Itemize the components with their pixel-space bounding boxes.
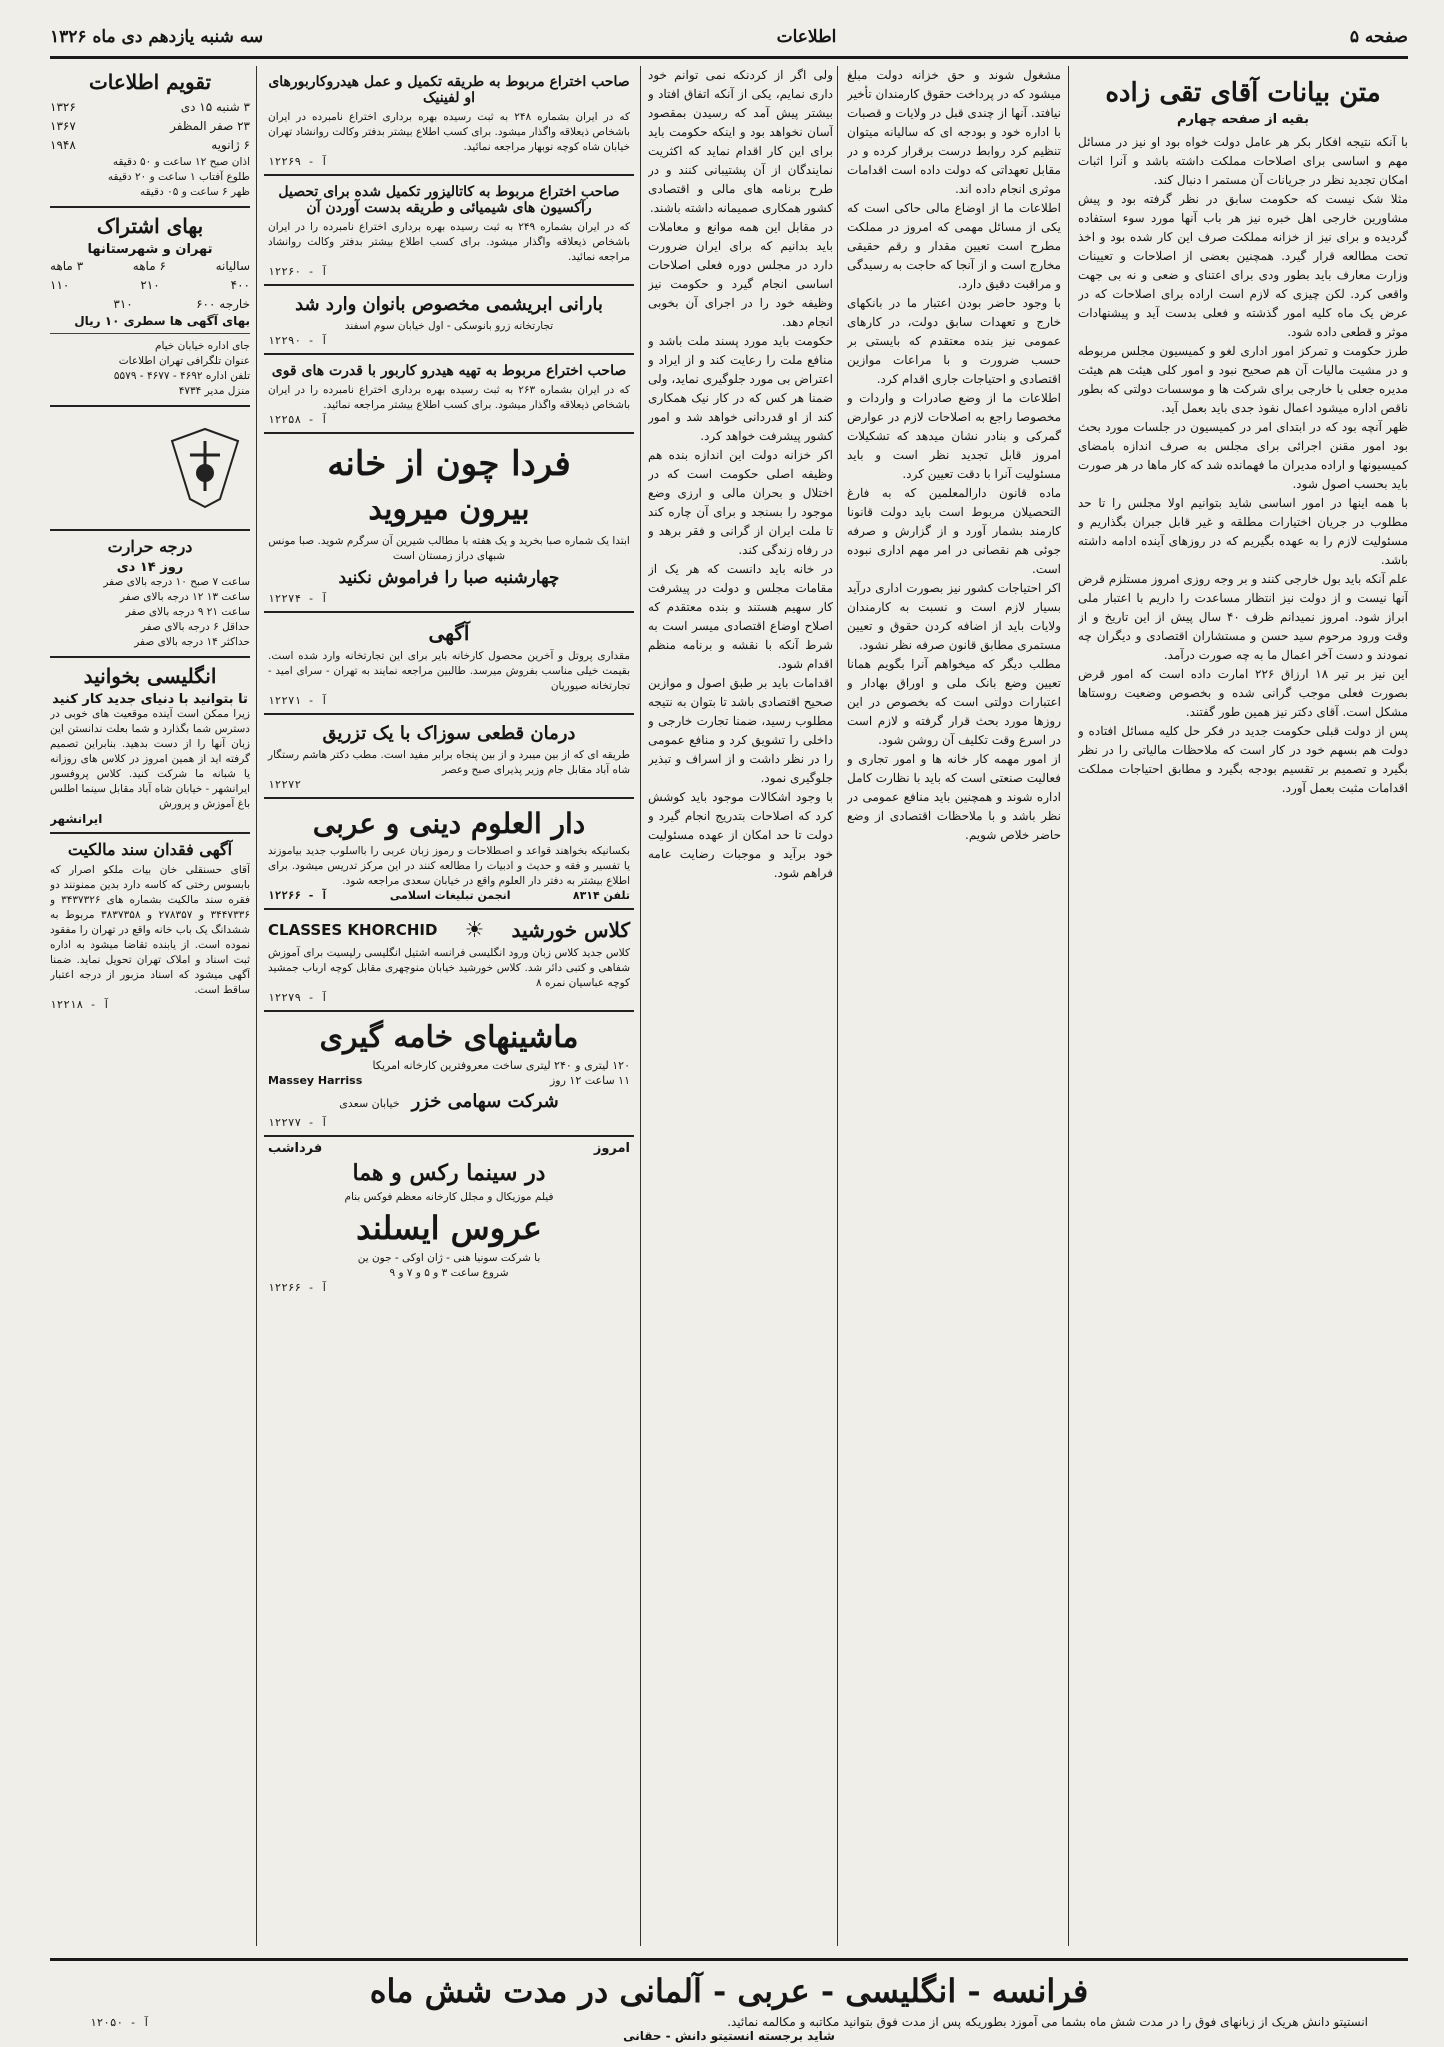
article-paragraph: مطلب دیگر که میخواهم آنرا بگویم همانا تعیین وضع بانک ملی و اوراق بهادار و اعتبارات دولتی است که بخصوص در این روزها مورد بحث قرار گرفته و لازم است در اسرع وقت تکلیف آن روشن شود. (847, 657, 1061, 747)
separator-sub: ۱۱ ساعت ۱۲ روز (549, 1074, 630, 1087)
patent-ad-title: صاحب اختراع مربوط به تهیه هیدرو کاربور با قدرت های قوی (271, 363, 627, 379)
article-paragraph: مشغول شوند و حق خزانه دولت مبلغ میشود که در پرداخت حقوق کارمندان تأخیر نیافتد. آنها از چندی قبل در ولایات و قصبات با اداره خود و بودجه ای که سالیانه میتوان تنظیم کرد روابط درست برقرار کرده و در مقابل تعهداتی که دولت داده است اقدامات موثری انجام داده اند. (847, 68, 1061, 196)
subscription-row (50, 276, 250, 295)
temperature-row: ساعت ۷ صبح ۱۰ درجه بالای صفر (103, 576, 250, 588)
subscription-price: ۳۱۰ (113, 297, 133, 311)
subscription-row (50, 295, 250, 314)
khorshid-body: کلاس جدید کلاس زبان ورود انگلیسی فرانسه اشتیل انگلیسی رلیسیت برای آموزش شفاهی و کتبی دائر شد. کلاس خورشید خیابان منوچهری مقابل کوچه ارباب جمشید کوچه عباسیان نمره ۸ (268, 947, 630, 989)
darul-title: دار العلوم دینی و عربی (312, 807, 586, 840)
ad-reference: آ - ۱۲۲۱۸ (50, 998, 110, 1011)
article-paragraph: با وجود حاضر بودن اعتبار ما در بانکهای خارج و تعهدات سابق دولت، در کارهای عمومی نیز بنده معتقدم که بایستی بر حسب ضرورت و با مراعات موازین اقتصادی و احتیاجات جاری اقدام کرد. (847, 296, 1061, 386)
cinema-times: شروع ساعت ۳ و ۵ و ۷ و ۹ (389, 1267, 509, 1279)
article-paragraph: طرز حکومت و تمرکز امور اداری لغو و کمیسیون مجلس مربوطه و در مشیت مالیات آن هم صحیح نبود و امور کلی هیئت هم هیئت مدیره جعلی با خارجی برای شرکت ها و موسسات دولتی که بطور ناقص اداره میشود اعمال نفوذ جدی باید بعمل آید. (1078, 344, 1408, 415)
cinema-body: فیلم موزیکال و مجلل کارخانه معظم فوکس بنام (344, 1191, 554, 1203)
issue-date: سه شنبه یازدهم دی ماه ۱۳۲۶ (50, 27, 264, 47)
emblem-icon (160, 421, 250, 511)
cinema-venue: در سینما رکس و هما (352, 1160, 546, 1186)
ad-reference: آ - ۱۲۲۶۹ (268, 155, 328, 168)
ad-reference: آ - ۱۲۲۶۰ (268, 265, 328, 278)
calendar-row (50, 117, 250, 136)
telegraph-address: عنوان تلگرافی تهران اطلاعات (118, 355, 250, 367)
khorshid-class-ad (264, 910, 634, 1012)
article-paragraph: پس از دولت قبلی حکومت جدید در فکر حل کلیه مسائل افتاده و دولت هم بسهم خود در کار است که ملاحظات مالیاتی را در نظر بگیرد و تصمیم بر تقسیم بودجه بگیرد و مطابق احتیاجات مملکت اقدامات مثبت بعمل آورد. (1078, 724, 1408, 795)
page-number: صفحه ۵ (1349, 27, 1408, 47)
calendar-title: تقویم اطلاعات (88, 70, 212, 94)
article-paragraph: با وجود اشکالات موجود باید کوشش کرد که اصلاحات بتدریج انجام گیرد و دولت تا حد امکان از عهده مسئولیت خود برآید و موجبات رضایت عامه فراهم شود. (648, 790, 833, 880)
subscription-head: ۳ ماهه (50, 259, 84, 273)
article-title: متن بیانات آقای تقی زاده (1105, 78, 1381, 108)
ad-reference: آ - ۱۲۰۵۰ (90, 2015, 150, 2029)
saba-headline: فردا چون از خانه (327, 444, 571, 484)
darul-uloom-ad (264, 799, 634, 910)
temperature-row: حداقل ۶ درجه بالای صفر (140, 621, 250, 633)
raincoat-ad-body: تجارتخانه زرو بانوسکی - اول خیابان سوم اسفند (344, 320, 554, 332)
office-phone: تلفن اداره ۴۶۹۲ - ۴۶۷۷ - ۵۵۷۹ (113, 370, 250, 382)
subscription-price: ۱۱۰ (50, 278, 70, 292)
ad-reference: آ - ۱۲۲۷۹ (268, 991, 328, 1004)
article-column-2 (847, 66, 1061, 1946)
lost-deed-body: آقای حسنقلی خان بیات ملکو اصرار که بابسوس رختی که کاسه دارد بدین ممنونند دو فقره سند مالکیت بشماره های ۳۴۳۷۳۲۶ و ۳۴۴۷۳۳۶ و ۲۷۸۳۵۷ و ۳۸۳۷۳۵۸ مربوط به ششدانگ یک باب خانه واقع در تهران را مفقود نموده است. از یابنده تقاضا میشود به اداره ثبت اسناد و املاک تهران تحویل نماید. ضمنا آگهی میشود که اسناد مزبور از درجه اعتبار ساقط است. (50, 864, 250, 996)
column-divider (1068, 66, 1069, 1946)
medical-body: طریقه ای که از بین میبرد و از بین پنجاه برابر مفید است. مطب دکتر هاشم رستگار شاه آباد مقابل جام وزیر پذیرای صبح وعصر (268, 749, 630, 776)
raincoat-ad-title: بارانی ابریشمی مخصوص بانوان وارد شد (295, 294, 603, 315)
manager-phone: منزل مدیر ۴۷۳۴ (178, 385, 250, 397)
article-paragraph: حکومت باید مورد پسند ملت باشد و منافع ملت را رعایت کند و از ایراد و اعتراض بی مورد جلوگیری نماید، ولی ضمنا هر کس که در کار نیک همکاری کند از او قدردانی خواهد شد و امور کشور پیشرفت خواهد کرد. (648, 334, 833, 443)
article-paragraph: مثلا شک نیست که حکومت سابق در نظر گرفته بود و پیش مشاورین خارجی اهل خبره نیز هر باب آنها مورد سوء استفاده گردیده و برای نیز از خزانه مملکت صرف این کار شده بود و اخذ تحت مطالعه قرار گیرد. همچنین بعضی از اصلاحات و تعیینات وزارت معارف باید بطور ودی برای اعتنای و ضعی و نه بی جهت واقعی کرد. لکن چیزی که لازم است اراده برای اصلاحات که در عرض یک ماه کلیه امور گذشته و فعلی بدست آید و پیشنهادات موثر و قطعی داده شود. (1078, 192, 1408, 339)
patent-ad-body: که در ایران بشماره ۲۴۹ به ثبت رسیده بهره برداری اختراع نامبرده را در ایران باشخاص ذیعلاقه واگذار میشود. برای کسب اطلاع بیشتر بدفتر وکالت روانشاد مراجعه نمائید. (268, 221, 630, 263)
separator-title: ماشینهای خامه گیری (319, 1020, 579, 1055)
calendar-value: ۱۹۴۸ (50, 138, 76, 152)
saba-body: ابتدا یک شماره صبا بخرید و یک هفته با مطالب شیرین آن سرگرم شوید. صبا مونس شبهای دراز زمستان است (268, 535, 630, 562)
english-ad-sign: ایرانشهر (50, 812, 103, 826)
separator-address: خیابان سعدی (339, 1097, 400, 1110)
subscription-head: ۶ ماهه (132, 259, 166, 273)
prayer-time: ظهر ۶ ساعت و ۰۵ دقیقه (139, 186, 250, 198)
separator-body: ۱۲۰ لیتری و ۲۴۰ لیتری ساخت معروفترین کارخانه امریکا (372, 1059, 630, 1072)
article-paragraph: اقدامات باید بر طبق اصول و موازین صحیح اقتصادی باشد تا بتوان به نتیجه مطلوب رسید، ضمنا تجارت خارجی و داخلی را تشویق کرد و منافع عمومی را در نظر داشت و از اسراف و تبذیر جلوگیری نمود. (648, 676, 833, 785)
calendar-label: ۲۳ صفر المظفر (170, 119, 250, 133)
separator-brand: Massey Harriss (268, 1074, 363, 1087)
banner-body: انستیتو دانش هریک از زبانهای فوق را در مدت شش ماه بشما می آموزد بطوریکه پس از مدت فوق بتوانید مکاتبه و مکالمه نمائید. (727, 2015, 1368, 2029)
temperature-row: ساعت ۲۱ ۹ درجه بالای صفر (125, 606, 250, 618)
column-divider (837, 66, 838, 1946)
article-paragraph: در خانه باید دانست که هر یک از مقامات مجلس و دولت در پیشرفت کار سهیم هستند و بنده معتقدم که اصلاح اوضاع اقتصادی میسر است به شرط آنکه با نقشه و برنامه منظم اقدام شود. (648, 562, 833, 671)
medical-ad (264, 715, 634, 799)
saba-headline-2: بیرون میروید (368, 492, 530, 527)
prayer-time: طلوع آفتاب ۱ ساعت و ۲۰ دقیقه (107, 171, 250, 183)
ad-reference: آ - ۱۲۲۶۶ (268, 1281, 328, 1294)
calendar-value: ۱۳۲۶ (50, 100, 76, 114)
subscription-price: ۲۱۰ (140, 278, 160, 292)
ad-price: بهای آگهی ها سطری ۱۰ ریال (74, 314, 250, 328)
article-paragraph: در مقابل این همه موانع و معاملات باید بدانیم که برای ایران ضرورت دارد در مجلس دوره فعلی اصلاحات اساسی انجام گیرد و حکومت نیز وظیفه خود را در اجرای آن بخوبی انجام دهد. (648, 220, 833, 329)
cinema-film-title: عروس ایسلند (356, 1209, 542, 1247)
patent-ad-title: صاحب اختراع مربوط به طریقه تکمیل و عمل هیدروکاربورهای او لفینیک (268, 74, 630, 106)
article-paragraph: اطلاعات ما از وضع صادرات و واردات و مخصوصا راجع به اصلاحات لازم در عوارض گمرکی و بنادر نشان میدهد که تشکیلات امروز قابل تجدید نظر است و باید مسئولیت آنرا با دقت تعیین کرد. (847, 391, 1061, 481)
calendar-row (50, 98, 250, 117)
medical-title: درمان قطعی سوزاک با یک تزریق (322, 723, 576, 744)
notice-body: مقداری پروتل و آخرین محصول کارخانه بایر برای این تجارتخانه وارد شده است. بقیمت خیلی مناسب بفروش میرسد. طالبین مراجعه نمایند به تهران - سرای امید - تجارتخانه صیوریان (268, 650, 630, 692)
subscription-title: بهای اشتراک (96, 214, 204, 238)
office-address: جای اداره خیابان خیام (154, 340, 250, 352)
temperature-row: حداکثر ۱۴ درجه بالای صفر (134, 636, 250, 648)
cinema-today: امروز (593, 1141, 630, 1156)
article-paragraph: با آنکه نتیجه افکار بکر هر عامل دولت خواه بود او نیز در مسائل مهم و اساسی برای اصلاحات مملکت داشته باشد و آنرا اثبات امکان تجدید نظر در جریانات آن مستمر ا دنبال کند. (1078, 135, 1408, 187)
darul-phone: تلفن ۸۳۱۴ (572, 889, 630, 902)
saba-magazine-ad (264, 434, 634, 613)
separator-company: شرکت سهامی خزر (411, 1091, 559, 1112)
ads-column (264, 66, 634, 1946)
patent-ad-3 (264, 355, 634, 434)
patent-ad-2 (264, 176, 634, 286)
article-kicker: بقیه از صفحه چهارم (1177, 112, 1309, 127)
article-paragraph: ولی اگر از کردنکه نمی توانم خود داری نمایم، یکی از آنکه اتفاق افتاد و بیشتر پیش آمد که رسیدن بمقصود آسان نخواهد بود و اینکه حکومت باید برای این کار اقدام نماید که اکثریت نمایندگان از آن پشتیبانی کنند و در طرح برنامه های مالی و اقتصادی کشور همکاری صمیمانه داشته باشند. (648, 68, 833, 215)
darul-org: انجمن تبلیغات اسلامی (389, 889, 511, 902)
article-paragraph: اطلاعات ما از اوضاع مالی حاکی است که یکی از مسائل مهمی که امروز در مملکت مطرح است تعیین مقدار و رقم حقیقی مخارج است و از آنجا که حاجت به رسیدگی و مراقبت دقیق دارد. (847, 201, 1061, 291)
cinema-tomorrow: فرداشب (268, 1141, 323, 1156)
article-paragraph: اکر خزانه دولت این اندازه بنده هم وظیفه اصلی حکومت است که در اختلال و بحران مالی و ارزی وضع موجود را بسنجد و برای آن چاره کند تا ملت ایران از گرانی و فقر برهد و در رفاه زندگی کند. (648, 448, 833, 557)
banner-name: شاید برجسته انستیتو دانش - حقانی (623, 2029, 835, 2043)
article-paragraph: ظهر آنچه بود که در ابتدای امر در کمیسیون در جلسات مورد بحث بود امور مقنن اجرائی برای مجلس به صرف اندازه بامضای کمیسیونها و اراده مدیران ما فهمانده شد که کار ماها در هر صورت باید بحسب اصول شود. (1078, 420, 1408, 491)
subscription-price: ۴۰۰ (230, 278, 250, 292)
subscription-header-row (50, 257, 250, 276)
subscription-price: خارجه ۶۰۰ (196, 297, 250, 311)
saba-tagline: چهارشنبه صبا را فراموش نکنید (338, 568, 560, 588)
subscription-sub: تهران و شهرستانها (87, 242, 213, 257)
article-paragraph: علم آنکه باید بول خارجی کنند و بر وجه روزی امروز مستلزم قرض آنها نیست و از دولت نیز انتظار مساعدت را داریم با اعتبار ملی ابراز شود. امروز نمیدانم ظرف ۴۰ سال پیش از این تاریخ و از وقت ورود مرحوم سید حسن و مستشاران اقتصادی و دیگران چه نمودند و دست آخر اعمال ما به چه صورت درآمد. (1078, 572, 1408, 662)
article-paragraph: از امور مهمه کار خانه ها و امور تجاری و فعالیت صنعتی است که باید با نظارت کامل اداره شوند و همچنین باید منافع عمومی در نظر باشد و با ملاحظات اقتصادی از وضع حاضر خلاص شویم. (847, 752, 1061, 842)
article-paragraph: با همه اینها در امور اساسی شاید بتوانیم اولا مجلس را تا حد مطلوب در جریان اختیارات مطلقه و غیر قابل جبران بگذاریم و مسئولیت لازم را به عهده بگیریم که در روزهای آینده ادامه داشته باشد. (1078, 496, 1408, 567)
header-rule (50, 56, 1408, 59)
column-divider (640, 66, 641, 1946)
khorshid-latin: CLASSES KHORCHID (268, 921, 438, 939)
ad-reference: آ - ۱۲۲۹۰ (268, 334, 328, 347)
temperature-day: روز ۱۴ دی (116, 560, 184, 575)
subscription-head: سالیانه (215, 259, 250, 273)
article-paragraph: اکر احتیاجات کشور نیز بصورت اداری درآید بسیار لازم است و نسبت به کارمندان ولایات باید از اضافه کردن حقوق و تعیین مستمری مطابق قانون صرفه نظر نشود. (847, 581, 1061, 652)
cinema-ad (264, 1137, 634, 1300)
english-ad-body: زیرا ممکن است آینده موقعیت های خوبی در دسترس شما بگذارد و شما بعلت ندانستن این زبان آنها را از دست بدهید. بنابراین تصمیم گرفته اید از همین امروز در کلاس های روزانه یا شبانه ما شرکت کنید. کلاس پروفسور ایرانشهر - خیابان شاه آباد مقابل سینما اطلس باغ آموزش و پرورش (50, 708, 250, 810)
sun-icon: ☀ (464, 917, 485, 943)
ad-reference: آ - ۱۲۲۷۱ (268, 694, 328, 707)
masthead (50, 24, 1408, 50)
calendar-label: ۳ شنبه ۱۵ دی (180, 100, 250, 114)
patent-ad-title: صاحب اختراع مربوط به کاتالیزور تکمیل شده برای تحصیل رآکسیون های شیمیائی و طریقه بدست آوردن آن (278, 184, 620, 216)
calendar-value: ۱۳۶۷ (50, 119, 76, 133)
article-paragraph: ماده قانون دارالمعلمین که به فارغ التحصیلان مربوط است باید دولت قانونا کارمند بشمار آورد و از گزارش و صرفه جوئی هم نقصانی در امر مهم اداری نبوده است. (847, 486, 1061, 576)
calendar-row (50, 136, 250, 155)
article-paragraph: این نیز بر تیر ۱۸ ارزاق ۲۲۶ امارت داده است که امور قرض بصورت فعلی موجب گرانی شده و بخصوص وضعیت روستاها مشکل است. آقای دکتر نیز همین طور گفتند. (1078, 667, 1408, 719)
patent-ad-body: که در ایران بشماره ۲۶۳ به ثبت رسیده بهره برداری اختراع نامبرده را در ایران باشخاص ذیعلاقه واگذار میشود. برای کسب اطلاع بیشتر مراجعه نمائید. (268, 384, 630, 411)
calendar-label: ۶ ژانویه (211, 138, 250, 152)
ad-reference: آ - ۱۲۲۵۸ (268, 413, 328, 426)
article-column-1 (1078, 66, 1408, 1946)
english-ad-title: انگلیسی بخوانید (83, 664, 217, 688)
darul-body: بکسانیکه بخواهند قواعد و اصطلاحات و رموز زبان عربی را بااسلوب جدید بیاموزند یا تفسیر و فقه و حدیث و ادبیات را مطالعه کنند در این مرکز تدریس میشود. برای اطلاع بیشتر به دفتر دار العلوم واقع در خیابان سعدی مراجعه شود. (268, 845, 630, 887)
patent-ad-body: که در ایران بشماره ۲۴۸ به ثبت رسیده بهره برداری اختراع نامبرده در ایران باشخاص ذیعلاقه واگذار میشود. برای کسب اطلاع بیشتر بدفتر وکالت روانشاد تهران خیابان شاه کوچه نوبهار مراجعه نمائید. (268, 111, 631, 153)
column-divider (256, 66, 257, 1946)
article-column-3 (648, 66, 833, 1946)
temperature-row: ساعت ۱۳ ۱۲ درجه بالای صفر (119, 591, 250, 603)
notice-title: آگهی (428, 621, 470, 645)
raincoat-ad (264, 286, 634, 355)
english-ad-sub: تا بتوانید با دنیای جدید کار کنید (52, 692, 248, 707)
paper-name: اطلاعات (776, 27, 837, 47)
temperature-title: درجه حرارت (107, 537, 193, 556)
patent-ad-1 (264, 66, 634, 176)
banner-title: فرانسه - انگلیسی - عربی - آلمانی در مدت شش ماه (369, 1972, 1089, 2010)
separator-ad (264, 1012, 634, 1137)
ad-reference: آ - ۱۲۲۶۶ (268, 889, 328, 902)
khorshid-title: کلاس خورشید (511, 918, 630, 942)
prayer-time: اذان صبح ۱۲ ساعت و ۵۰ دقیقه (112, 156, 250, 168)
ad-reference: آ - ۱۲۲۷۴ (268, 592, 328, 605)
newspaper-page (50, 14, 1408, 2043)
language-institute-banner (50, 1958, 1408, 2043)
info-sidebar (50, 66, 250, 1946)
cinema-cast: با شرکت سونیا هنی - ژان اوکی - جون ین (357, 1252, 541, 1264)
lost-deed-title: آگهی فقدان سند مالکیت (67, 840, 233, 859)
ad-reference: ۱۲۲۷۲ (268, 778, 302, 791)
notice-ad (264, 613, 634, 715)
ad-reference: آ - ۱۲۲۷۷ (268, 1116, 328, 1129)
